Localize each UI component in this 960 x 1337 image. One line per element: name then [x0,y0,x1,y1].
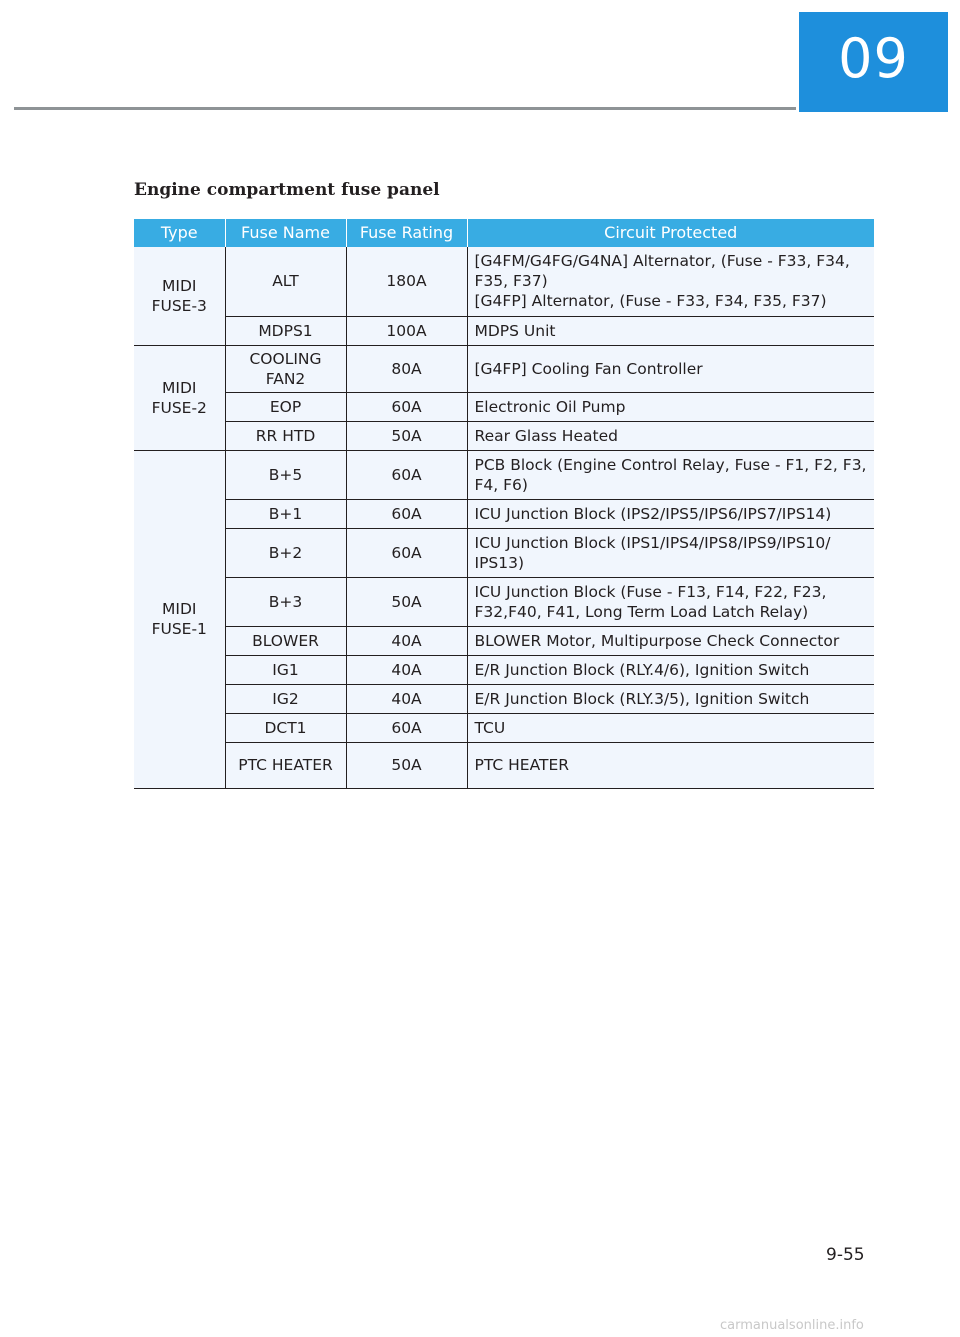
section-title: Engine compartment fuse panel [134,180,440,200]
fuse-name-cell: B+3 [225,577,346,626]
circuit-cell: ICU Junction Block (IPS2/IPS5/IPS6/IPS7/IPS14) [467,499,874,528]
table-row [134,345,874,392]
table-row [134,713,874,742]
fuse-name-cell: RR HTD [225,421,346,450]
fuse-name-cell: COOLING FAN2 [225,345,346,392]
chapter-tab [799,12,948,112]
table-row [134,499,874,528]
watermark: carmanualsonline.info [720,1318,864,1333]
chapter-number: 09 [838,26,909,90]
table-row [134,655,874,684]
circuit-cell: MDPS Unit [467,316,874,345]
circuit-cell: ICU Junction Block (IPS1/IPS4/IPS8/IPS9/IPS10/ IPS13) [467,528,874,577]
type-cell: MIDI FUSE-2 [134,345,225,450]
fuse-name-cell: B+1 [225,499,346,528]
table-row [134,450,874,499]
fuse-name-cell: IG2 [225,684,346,713]
table-row [134,684,874,713]
header-circuit-protected: Circuit Protected [467,219,874,247]
fuse-rating-cell: 100A [346,316,467,345]
type-cell: MIDI FUSE-3 [134,247,225,345]
table-row [134,316,874,345]
fuse-rating-cell: 180A [346,247,467,316]
type-cell: MIDI FUSE-1 [134,450,225,788]
table-header-row [134,219,874,247]
fuse-rating-cell: 50A [346,577,467,626]
fuse-name-cell: PTC HEATER [225,742,346,788]
table-row [134,392,874,421]
fuse-rating-cell: 60A [346,713,467,742]
circuit-cell: PTC HEATER [467,742,874,788]
circuit-cell: E/R Junction Block (RLY.3/5), Ignition Switch [467,684,874,713]
table-row [134,742,874,788]
fuse-rating-cell: 40A [346,626,467,655]
fuse-table [134,219,874,789]
circuit-cell: Rear Glass Heated [467,421,874,450]
fuse-rating-cell: 60A [346,392,467,421]
fuse-name-cell: BLOWER [225,626,346,655]
circuit-cell: E/R Junction Block (RLY.4/6), Ignition Switch [467,655,874,684]
circuit-cell: ICU Junction Block (Fuse - F13, F14, F22, F23, F32,F40, F41, Long Term Load Latch Relay) [467,577,874,626]
header-fuse-rating: Fuse Rating [346,219,467,247]
fuse-name-cell: ALT [225,247,346,316]
header-fuse-name: Fuse Name [225,219,346,247]
header-type: Type [134,219,225,247]
fuse-rating-cell: 50A [346,421,467,450]
fuse-rating-cell: 60A [346,450,467,499]
circuit-cell: BLOWER Motor, Multipurpose Check Connector [467,626,874,655]
fuse-rating-cell: 60A [346,499,467,528]
circuit-cell: [G4FM/G4FG/G4NA] Alternator, (Fuse - F33, F34, F35, F37) [G4FP] Alternator, (Fuse - F33, F34, F35, F37) [467,247,874,316]
circuit-cell: [G4FP] Cooling Fan Controller [467,345,874,392]
fuse-name-cell: MDPS1 [225,316,346,345]
fuse-name-cell: EOP [225,392,346,421]
table-row [134,528,874,577]
table-row [134,577,874,626]
fuse-name-cell: IG1 [225,655,346,684]
fuse-rating-cell: 40A [346,684,467,713]
table-row [134,247,874,316]
fuse-rating-cell: 50A [346,742,467,788]
fuse-rating-cell: 80A [346,345,467,392]
header-rule [14,107,796,110]
circuit-cell: TCU [467,713,874,742]
fuse-name-cell: B+5 [225,450,346,499]
fuse-name-cell: B+2 [225,528,346,577]
table-row [134,421,874,450]
table-row [134,626,874,655]
fuse-rating-cell: 60A [346,528,467,577]
fuse-name-cell: DCT1 [225,713,346,742]
circuit-cell: PCB Block (Engine Control Relay, Fuse - F1, F2, F3, F4, F6) [467,450,874,499]
fuse-rating-cell: 40A [346,655,467,684]
circuit-cell: Electronic Oil Pump [467,392,874,421]
page-number: 9-55 [826,1245,865,1265]
